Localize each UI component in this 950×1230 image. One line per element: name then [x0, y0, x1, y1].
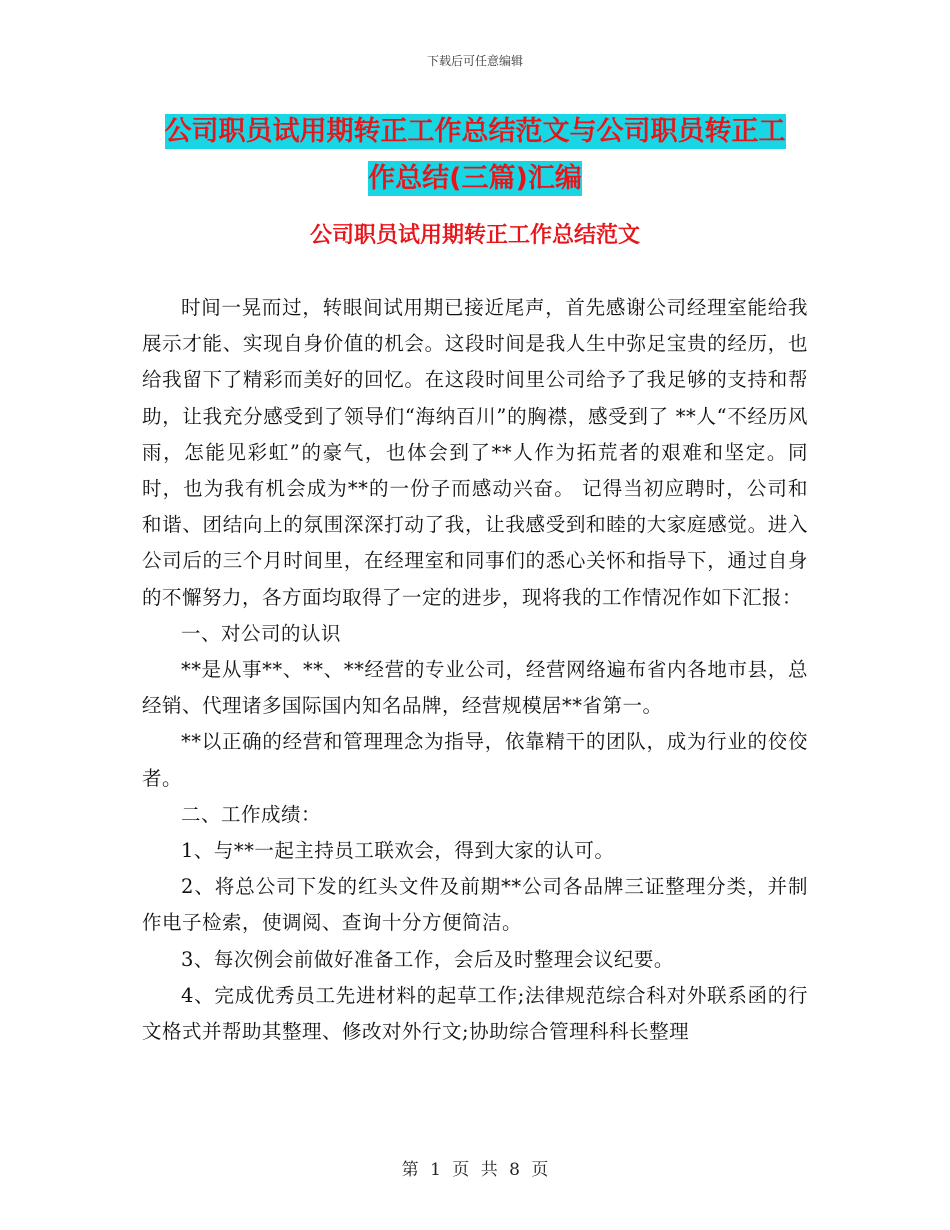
paragraph-company-philosophy: **以正确的经营和管理理念为指导，依靠精干的团队，成为行业的佼佼者。 [142, 730, 808, 790]
achievement-item-1: 1、与**一起主持员工联欢会，得到大家的认可。 [181, 839, 615, 863]
section-title: 公司职员试用期转正工作总结范文 [309, 223, 640, 248]
page-number-footer: 第 1 页 共 8 页 [401, 1160, 549, 1180]
page-header-note: 下载后可任意编辑 [426, 54, 523, 68]
achievement-item-2: 2、将总公司下发的红头文件及前期**公司各品牌三证整理分类，并制作电子检索，使调阅、查询十分方便简洁。 [142, 875, 808, 935]
heading-company-understanding: 一、对公司的认识 [181, 621, 342, 645]
achievement-item-4: 4、完成优秀员工先进材料的起草工作;法律规范综合科对外联系函的行文格式并帮助其整理、修改对外行文;协助综合管理科科长整理 [142, 983, 808, 1044]
document-main-title [140, 108, 810, 202]
document-body [142, 290, 808, 1050]
heading-work-achievements: 二、工作成绩： [181, 802, 322, 826]
achievement-item-3: 3、每次例会前做好准备工作，会后及时整理会议纪要。 [181, 947, 674, 971]
paragraph-company-description: **是从事**、**、**经营的专业公司，经营网络遍布省内各地市县，总经销、代理诸多国际国内知名品牌，经营规模居**省第一。 [142, 658, 808, 718]
main-title-line-2: 作总结(三篇)汇编 [368, 163, 582, 194]
paragraph-intro: 时间一晃而过，转眼间试用期已接近尾声，首先感谢公司经理室能给我展示才能、实现自身价值的机会。这段时间是我人生中弥足宝贵的经历，也给我留下了精彩而美好的回忆。在这段时间里公司给予了我足够的支持和帮助，让我充分感受到了领导们“海纳百川”的胸襟，感受到了 **人“不经历风雨，怎能见彩虹”的豪气，也体会到了**人作为拓荒者的艰难和坚定。同时，也为我有机会成为**的一份子而感动兴奋。 记得当初应聘时，公司和和谐、团结向上的氛围深深打动了我，让我感受到和睦的大家庭感觉。进入公司后的三个月时间里，在经理室和同事们的悉心关怀和指导下，通过自身的不懈努力，各方面均取得了一定的进步，现将我的工作情况作如下汇报： [142, 296, 808, 609]
main-title-line-1: 公司职员试用期转正工作总结范文与公司职员转正工 [164, 116, 786, 147]
